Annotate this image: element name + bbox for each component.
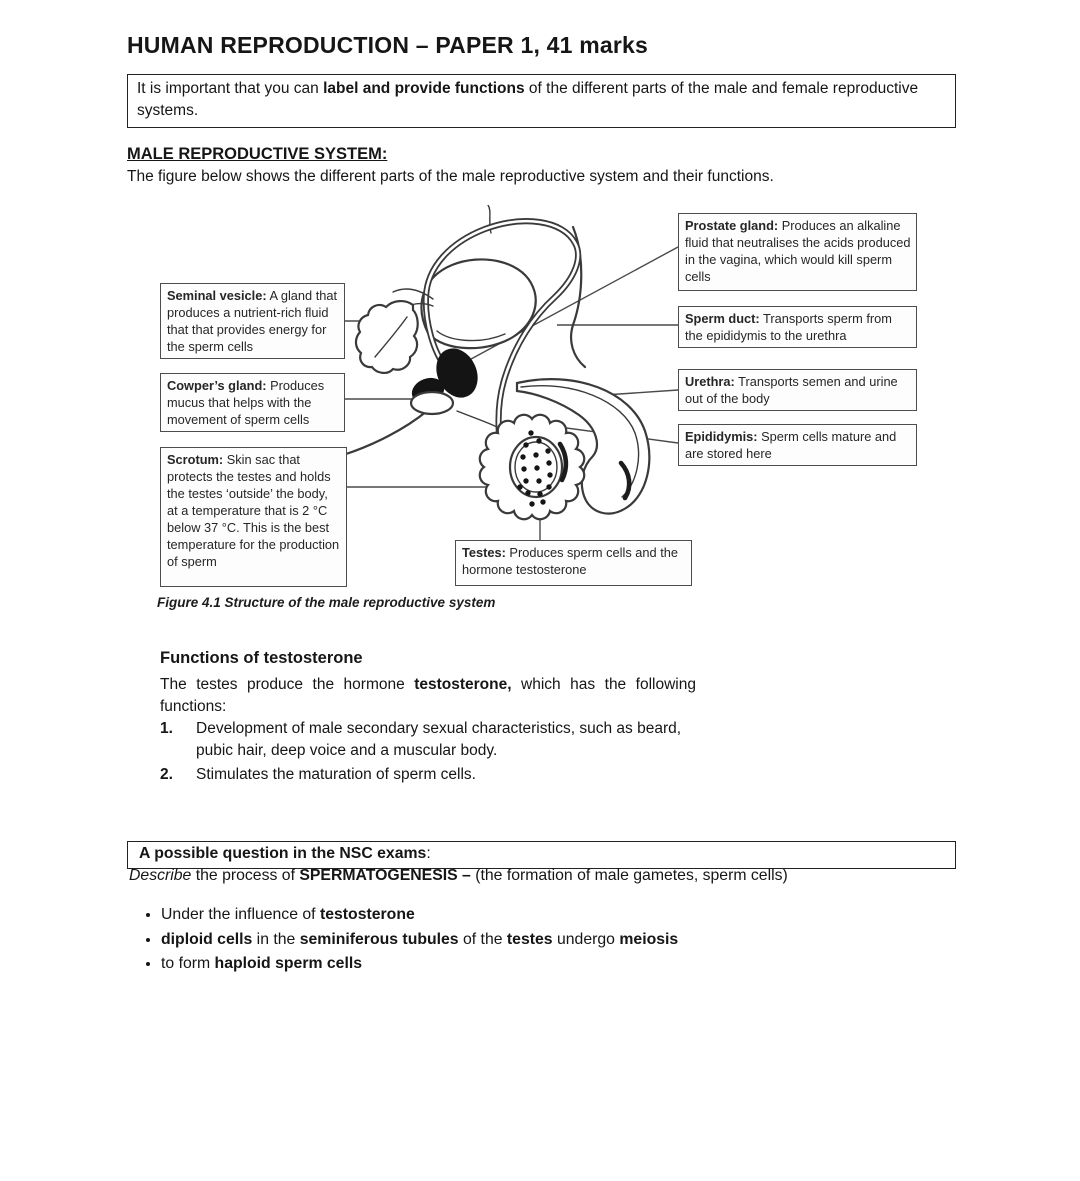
testosterone-functions-list <box>160 718 705 788</box>
list-item-number: 2. <box>160 766 173 783</box>
bladder-shape <box>422 259 536 348</box>
label-prostate-gland: Prostate gland: Produces an alkaline fluid that neutralises the acids produced in the vagina, which would kill sperm cells <box>678 213 917 291</box>
label-sperm-duct: Sperm duct: Transports sperm from the epididymis to the urethra <box>678 306 917 348</box>
label-cowpers-gland: Cowper’s gland: Produces mucus that helps with the movement of sperm cells <box>160 373 345 432</box>
figure-caption: Figure 4.1 Structure of the male reproductive system <box>157 595 496 610</box>
label-testes: Testes: Produces sperm cells and the hormone testosterone <box>455 540 692 586</box>
section-heading: MALE REPRODUCTIVE SYSTEM: <box>127 145 388 163</box>
bullet-item: • Under the influence of testosterone <box>161 903 887 927</box>
bullet-item: • diploid cells in the seminiferous tubules of the testes undergo meiosis <box>161 928 887 952</box>
list-item <box>160 764 705 786</box>
urethral-bulb-shape <box>411 392 505 431</box>
importance-note-box <box>127 74 956 128</box>
label-epididymis: Epididymis: Sperm cells mature and are stored here <box>678 424 917 466</box>
exam-question-text: Describe the process of SPERMATOGENESIS – (the formation of male gametes, sperm cells) <box>129 867 788 884</box>
list-item-text: Development of male secondary sexual characteristics, such as beard, pubic hair, deep voice and a muscular body. <box>196 720 682 759</box>
label-seminal-vesicle: Seminal vesicle: A gland that produces a nutrient-rich fluid that that provides energy for the sperm cells <box>160 283 345 359</box>
list-item <box>160 718 705 762</box>
label-urethra: Urethra: Transports semen and urine out of the body <box>678 369 917 411</box>
nsc-question-box-title: A possible question in the NSC exams: <box>139 845 431 862</box>
testosterone-heading: Functions of testosterone <box>160 649 363 667</box>
section-intro: The figure below shows the different parts of the male reproductive system and their functions. <box>127 168 774 185</box>
bullet-item: • to form haploid sperm cells <box>161 952 887 976</box>
list-item-number: 1. <box>160 720 173 737</box>
page-title: HUMAN REPRODUCTION – PAPER 1, 41 marks <box>127 32 648 58</box>
male-reproductive-figure <box>127 205 956 620</box>
spermatogenesis-bullet-list <box>127 903 887 977</box>
seminal-vesicle-shape <box>356 301 418 373</box>
nsc-question-box <box>127 841 956 869</box>
testosterone-intro: The testes produce the hormone testosterone, which has the following functions: <box>160 676 696 715</box>
importance-note-text: It is important that you can label and provide functions of the different parts of the male and female reproductive systems. <box>137 80 919 120</box>
list-item-text: Stimulates the maturation of sperm cells. <box>196 766 476 783</box>
label-scrotum: Scrotum: Skin sac that protects the testes and holds the testes ‘outside’ the body, at a temperature that is 2 °C below 37 °C. This is the best temperature for the production of sperm <box>160 447 347 587</box>
